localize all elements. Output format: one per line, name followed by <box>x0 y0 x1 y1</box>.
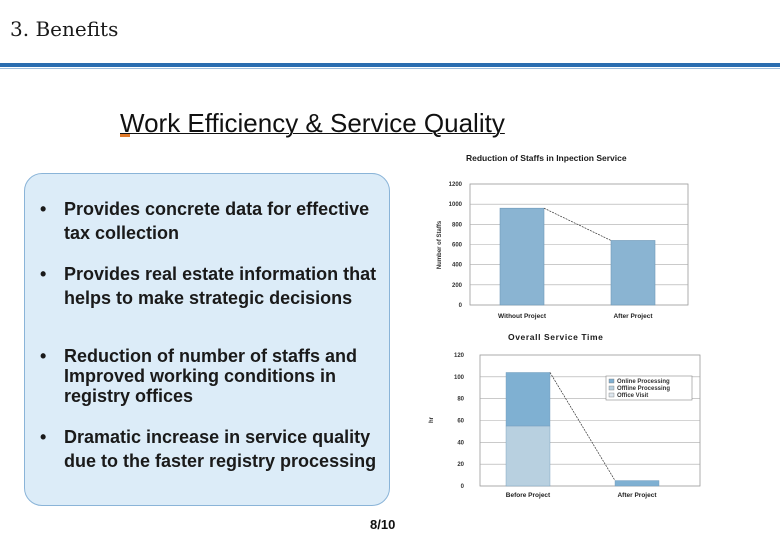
y-tick-label: 100 <box>453 374 464 381</box>
legend-swatch <box>609 393 614 397</box>
legend-label: Offline Processing <box>617 386 671 392</box>
chart-title: Overall Service Time <box>508 332 604 342</box>
page-number: 8/10 <box>370 517 396 532</box>
x-tick-label: After Project <box>613 313 653 320</box>
y-tick-label: 0 <box>460 484 464 490</box>
chart-title: Reduction of Staffs in Inpection Service <box>466 153 627 163</box>
bar-segment <box>615 481 659 486</box>
bullet-text: Provides real estate information that helps to make strategic decisions <box>64 264 377 308</box>
x-tick-label: Without Project <box>498 313 546 320</box>
y-tick-label: 120 <box>453 353 464 359</box>
bar-segment <box>506 426 550 486</box>
legend-label: Online Processing <box>617 379 670 385</box>
bullet-text: Reduction of number of staffs and Improved working conditions in registry offices <box>64 346 358 406</box>
y-tick-label: 40 <box>457 440 464 447</box>
y-tick-label: 200 <box>451 282 462 289</box>
y-tick-label: 600 <box>451 242 462 249</box>
y-tick-label: 400 <box>451 262 462 269</box>
bullet-dot: • <box>40 264 47 284</box>
y-tick-label: 80 <box>457 396 464 403</box>
legend-swatch <box>609 386 614 390</box>
y-tick-label: 20 <box>457 462 464 469</box>
bullet-dot: • <box>40 199 47 219</box>
x-tick-label: After Project <box>617 492 657 499</box>
y-tick-label: 0 <box>458 303 462 309</box>
y-tick-label: 60 <box>457 418 464 425</box>
legend-swatch <box>609 379 614 383</box>
x-tick-label: Before Project <box>505 492 551 499</box>
y-axis-label: hr <box>429 417 435 423</box>
bullet-text: Dramatic increase in service quality due to the faster registry processing <box>64 427 377 471</box>
bullet-dot: • <box>40 346 47 366</box>
legend-label: Office Visit <box>617 393 649 399</box>
y-tick-label: 800 <box>451 222 462 229</box>
bullet-text: Provides concrete data for effective tax collection <box>64 199 370 243</box>
y-tick-label: 1000 <box>448 202 462 209</box>
bar-segment <box>506 372 550 425</box>
y-axis-label: Number of Staffs <box>437 220 443 270</box>
slide-subtitle: Work Efficiency & Service Quality <box>120 108 505 138</box>
page-header-title: 3. Benefits <box>10 17 119 41</box>
bullet-dot: • <box>40 427 47 447</box>
y-tick-label: 1200 <box>448 182 462 188</box>
